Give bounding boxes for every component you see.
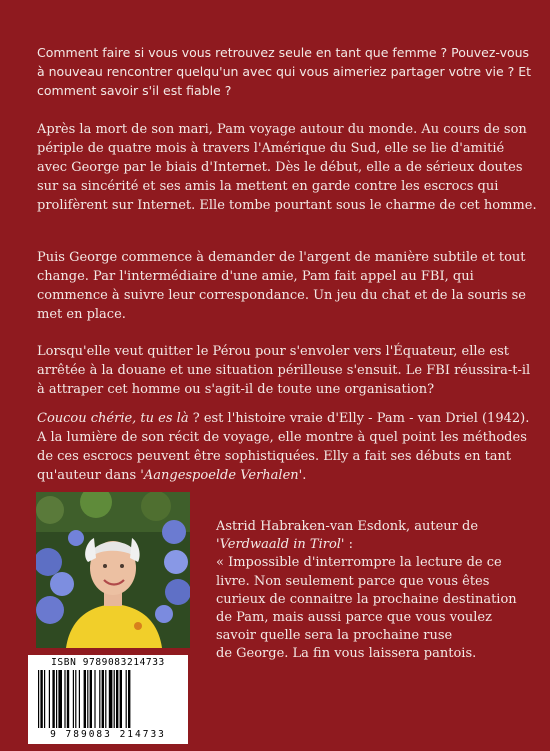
author-paragraph <box>37 409 537 485</box>
author-photo <box>36 492 190 648</box>
isbn-barcode <box>28 655 188 744</box>
intro-paragraph: Comment faire si vous vous retrouvez seule en tant que femme ? Pouvez-vous à nouveau rencontrer quelqu'un avec qui vous aimeriez partager votre vie ? Et comment savoir s'il est fiable ? <box>37 45 532 98</box>
review-line: de Pam, mais aussi parce que vous voulez <box>216 610 492 626</box>
review-author-book-line <box>216 536 534 554</box>
review-line: savoir quelle sera la prochaine ruse <box>216 628 453 644</box>
review-author-book-colon: : <box>344 537 354 553</box>
review-line: livre. Non seulement parce que vous êtes <box>216 573 490 589</box>
synopsis-paragraph-2: Puis George commence à demander de l'argent de manière subtile et tout change. Par l'intermédiaire d'une amie, Pam fait appel au FBI, qui commence à suivre leur correspondance. Un jeu du chat et de la souris se met en place. <box>37 250 527 322</box>
synopsis-paragraph-3: Lorsqu'elle veut quitter le Pérou pour s'envoler vers l'Équateur, elle est arrêtée à la douane et une situation périlleuse s'ensuit. Le FBI réussira-t-il à attraper cet homme ou s'agit-il de toute une organisation? <box>37 344 531 397</box>
barcode-bars <box>36 670 180 730</box>
previous-book-title: 'Aangespoelde Verhalen' <box>140 468 303 483</box>
synopsis-paragraph-1: Après la mort de son mari, Pam voyage autour du monde. Au cours de son périple de quatre mois à travers l'Amérique du Sud, elle se lie d'amitié avec George par le biais d'Internet. Dès le début, elle a de sérieux doutes sur sa sincérité et ses amis la mettent en garde contre les escrocs qui prolifèrent sur Internet. Elle tombe pourtant sous le charme de cet homme. <box>37 122 537 213</box>
book-title: Coucou chérie, tu es là <box>37 411 189 426</box>
review-quote <box>216 518 534 664</box>
author-paragraph-end: . <box>302 468 307 483</box>
isbn-label: ISBN 9789083214733 <box>51 657 165 668</box>
barcode-digits: 9 789083 214733 <box>50 729 166 740</box>
review-line: de George. La fin vous laissera pantois. <box>216 646 477 662</box>
review-line: curieux de connaitre la prochaine destination <box>216 591 517 607</box>
review-author-book: 'Verdwaald in Tirol' <box>216 537 345 553</box>
author-paragraph-text: ? est l'histoire vraie d'Elly - Pam - van Driel (1942). A la lumière de son récit de voyage, elle montre à quel point les méthodes de ces escrocs peuvent être sophistiquées. Elly a fait ses débuts en tant qu'auteur dans <box>37 411 530 483</box>
review-line: « Impossible d'interrompre la lecture de ce <box>216 555 502 571</box>
review-author: Astrid Habraken-van Esdonk, auteur de <box>216 519 479 534</box>
